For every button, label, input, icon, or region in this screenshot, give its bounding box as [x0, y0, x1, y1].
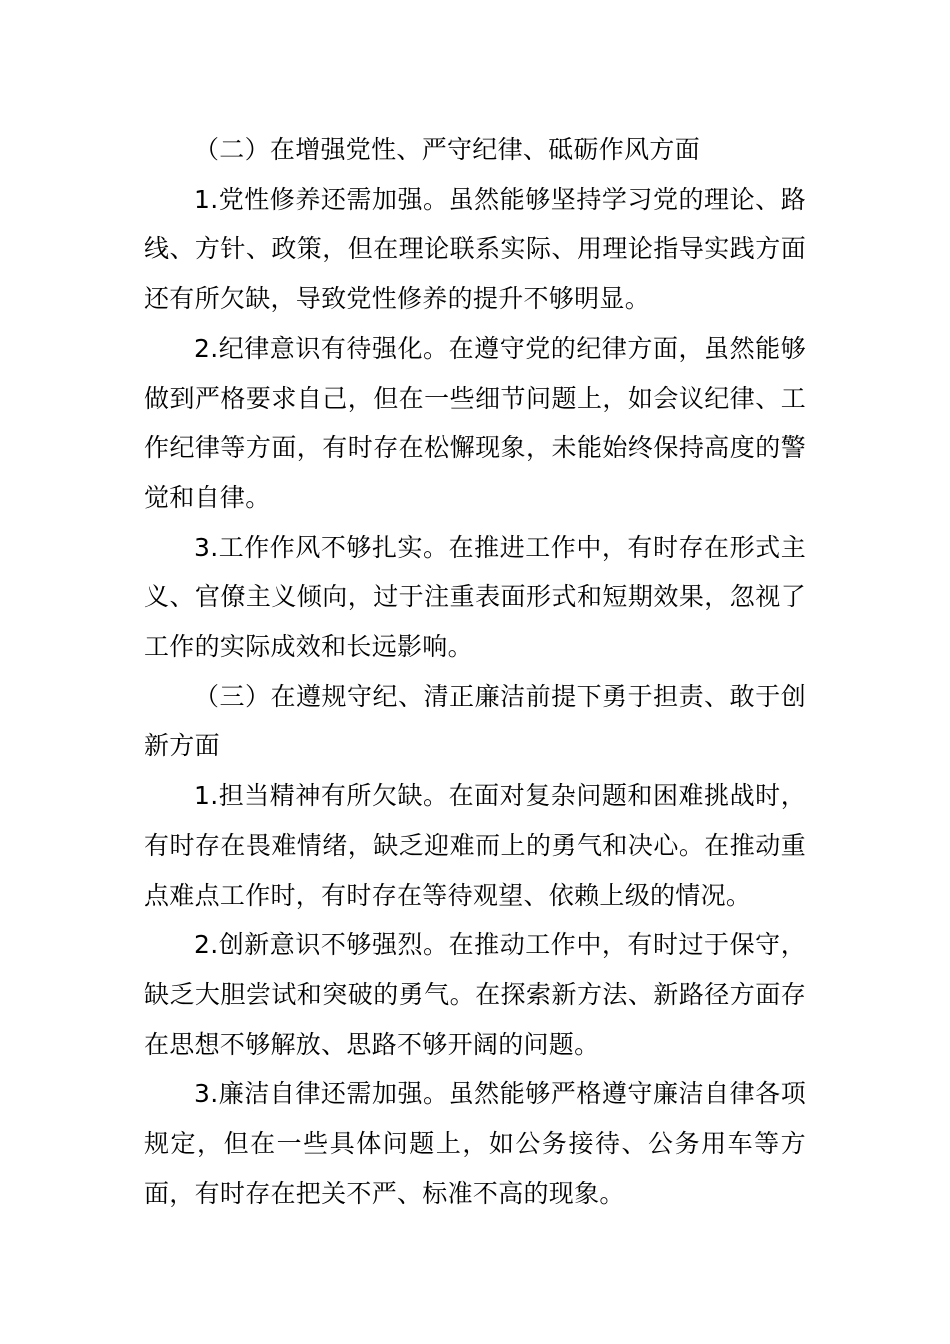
- section-heading-3: （三）在遵规守纪、清正廉洁前提下勇于担责、敢于创新方面: [144, 681, 806, 761]
- document-body: [144, 125, 806, 1218]
- paragraph-2-3: 3.工作作风不够扎实。在推进工作中，有时存在形式主义、官僚主义倾向，过于注重表面形式和短期效果，忽视了工作的实际成效和长远影响。: [144, 532, 806, 662]
- paragraph-3-1: 1.担当精神有所欠缺。在面对复杂问题和困难挑战时，有时存在畏难情绪，缺乏迎难而上的勇气和决心。在推动重点难点工作时，有时存在等待观望、依赖上级的情况。: [144, 781, 806, 910]
- section-heading-2: （二）在增强党性、严守纪律、砥砺作风方面: [194, 135, 701, 164]
- paragraph-3-3: 3.廉洁自律还需加强。虽然能够严格遵守廉洁自律各项规定，但在一些具体问题上，如公务接待、公务用车等方面，有时存在把关不严、标准不高的现象。: [144, 1079, 806, 1208]
- paragraph-2-2: 2.纪律意识有待强化。在遵守党的纪律方面，虽然能够做到严格要求自己，但在一些细节问题上，如会议纪律、工作纪律等方面，有时存在松懈现象，未能始终保持高度的警觉和自律。: [144, 333, 806, 512]
- paragraph-3-2: 2.创新意识不够强烈。在推动工作中，有时过于保守，缺乏大胆尝试和突破的勇气。在探索新方法、新路径方面存在思想不够解放、思路不够开阔的问题。: [144, 930, 806, 1059]
- paragraph-2-1: 1.党性修养还需加强。虽然能够坚持学习党的理论、路线、方针、政策，但在理论联系实际、用理论指导实践方面还有所欠缺，导致党性修养的提升不够明显。: [144, 184, 806, 314]
